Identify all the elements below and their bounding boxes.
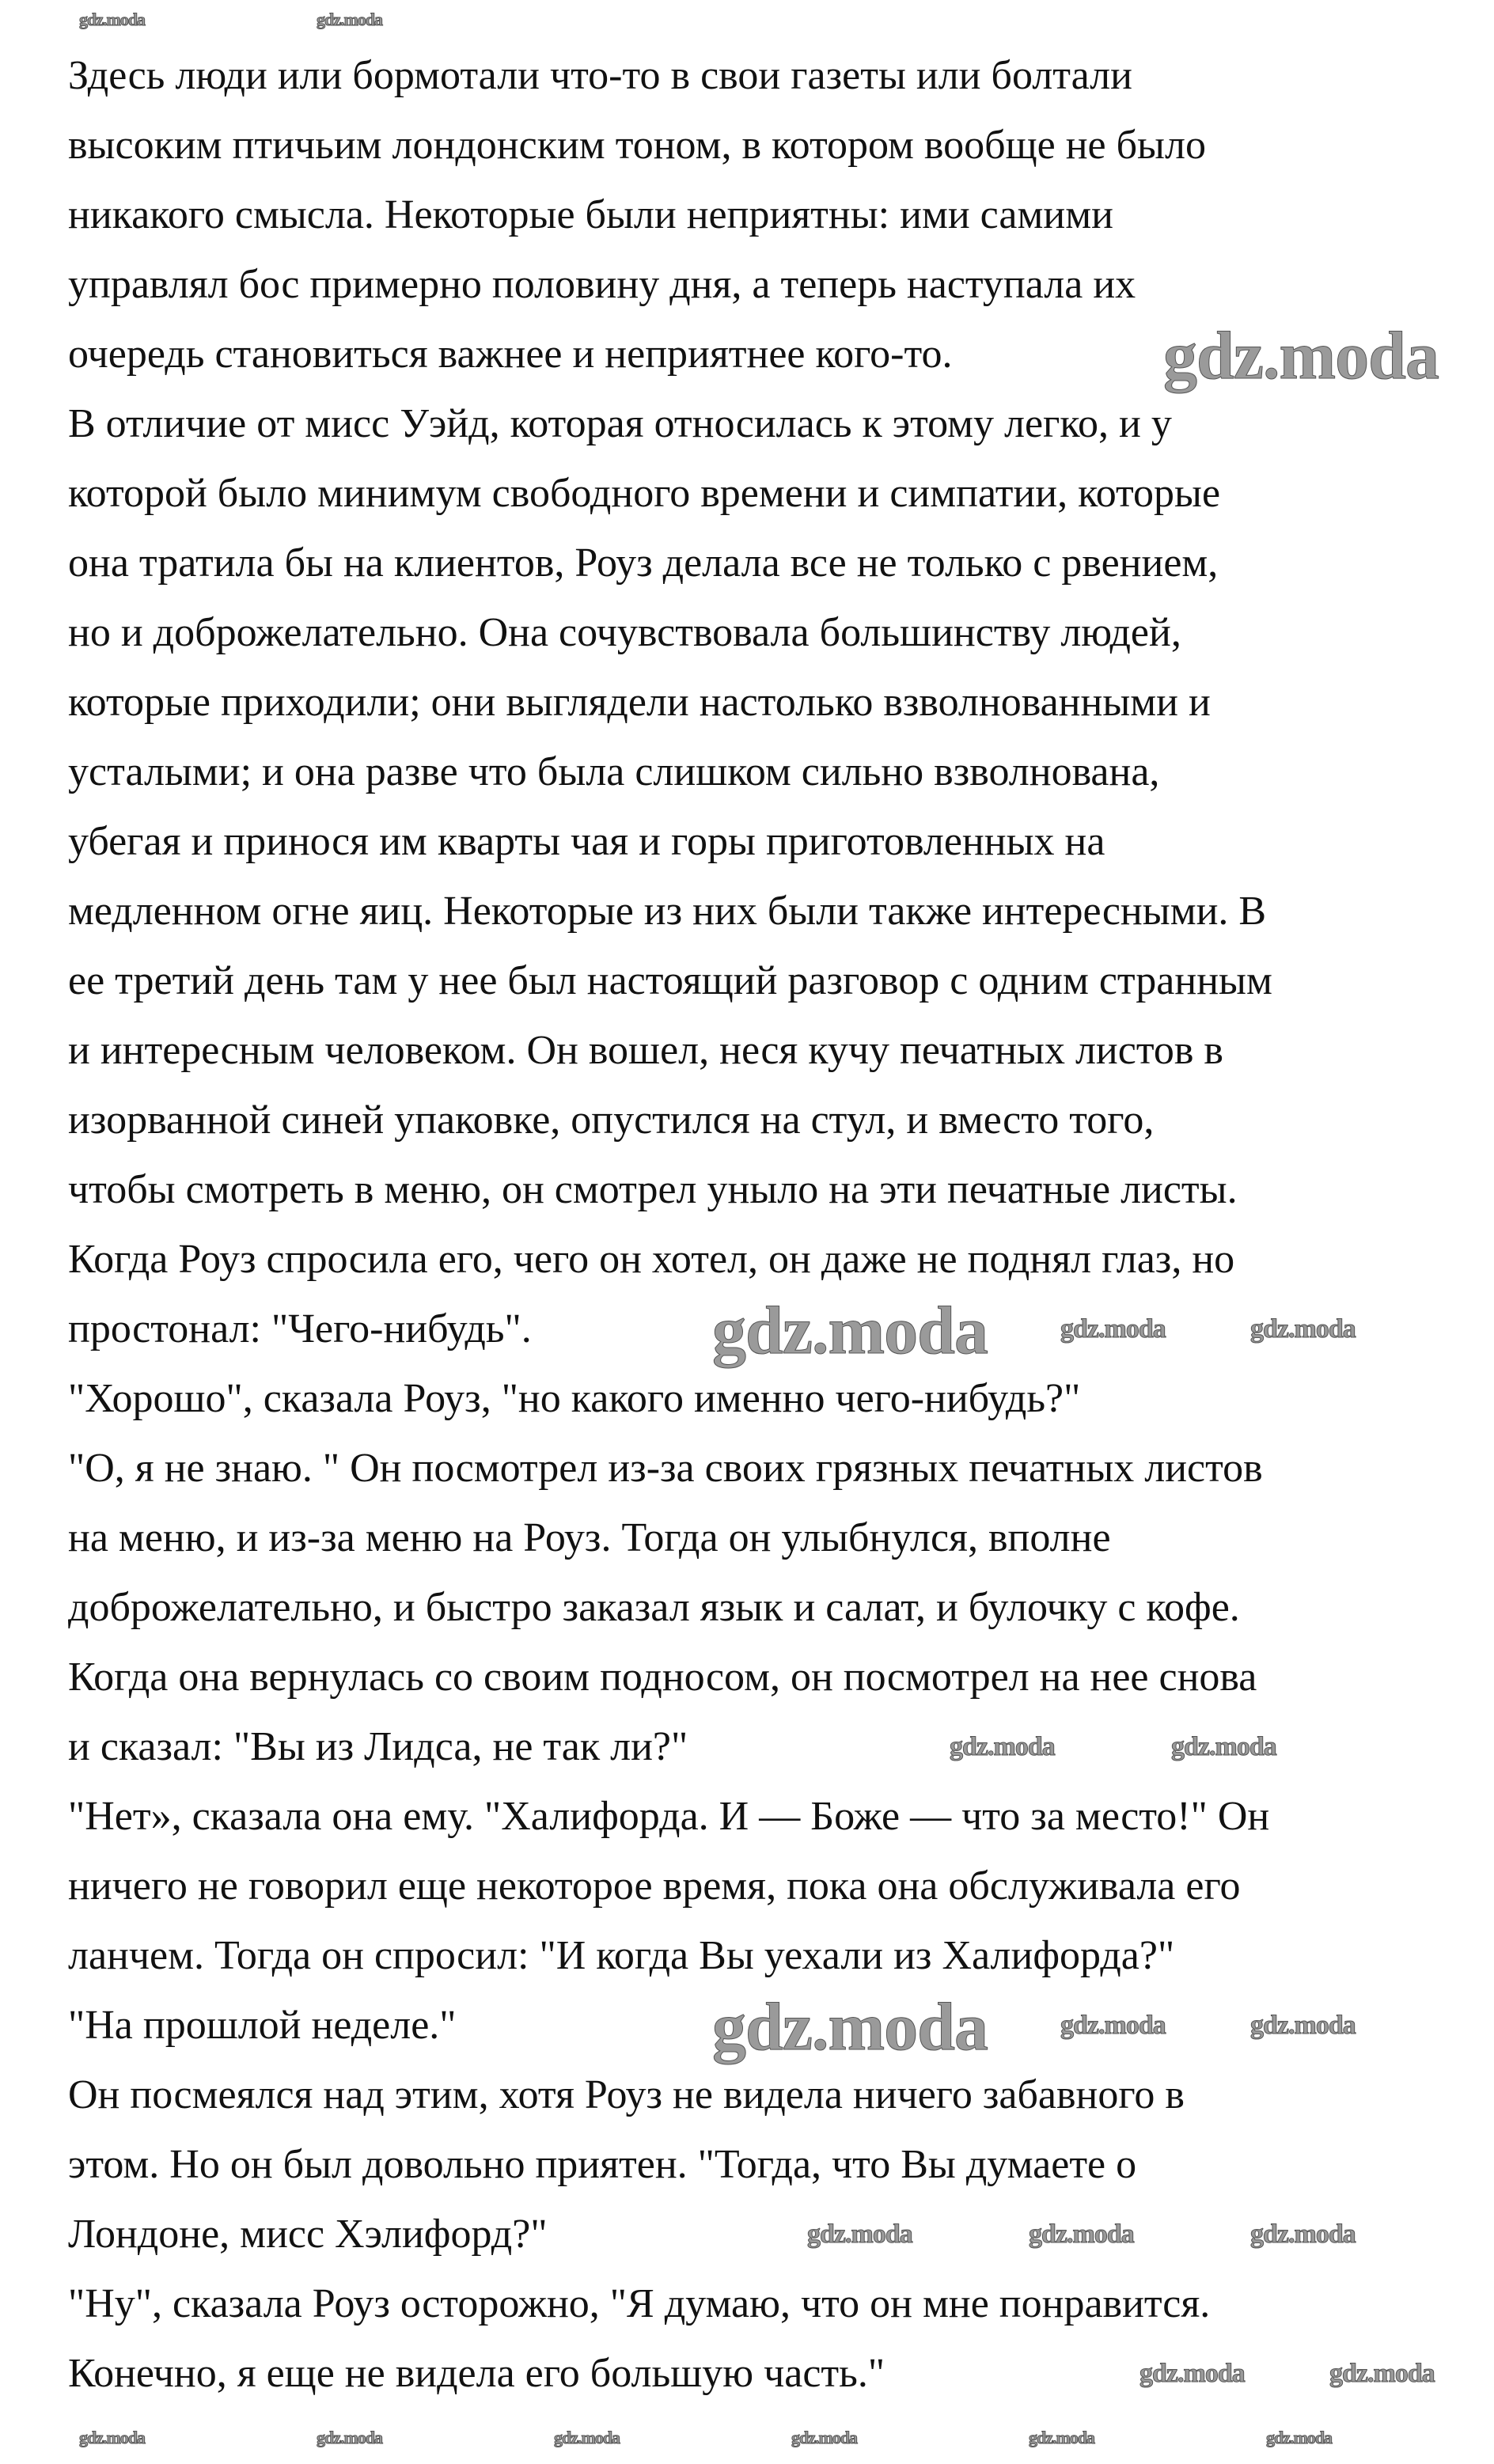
watermark: gdz.moda bbox=[79, 2428, 146, 2447]
text-line: Когда Роуз спросила его, чего он хотел, он даже не поднял глаз, но bbox=[68, 1237, 1235, 1282]
text-line: высоким птичьим лондонским тоном, в котором вообще не было bbox=[68, 123, 1206, 168]
text-line: ланчем. Тогда он спросил: "И когда Вы уехали из Халифорда?" bbox=[68, 1933, 1175, 1978]
watermark: gdz.moda bbox=[1029, 2428, 1095, 2447]
text-line: Конечно, я еще не видела его большую часть." bbox=[68, 2351, 885, 2396]
text-line: "На прошлой неделе." bbox=[68, 2003, 457, 2048]
watermark: gdz.moda bbox=[1163, 317, 1439, 393]
text-line: очередь становиться важнее и неприятнее кого-то. bbox=[68, 332, 953, 377]
text-line: "Нет», сказала она ему. "Халифорда. И — Боже — что за место!" Он bbox=[68, 1794, 1270, 1839]
text-line: этом. Но он был довольно приятен. "Тогда, что Вы думаете о bbox=[68, 2142, 1137, 2187]
text-line: но и доброжелательно. Она сочувствовала большинству людей, bbox=[68, 610, 1181, 655]
text-line: "Хорошо", сказала Роуз, "но какого именно чего-нибудь?" bbox=[68, 1376, 1081, 1421]
watermark: gdz.moda bbox=[1329, 2359, 1435, 2388]
watermark: gdz.moda bbox=[807, 2219, 912, 2249]
text-line: Здесь люди или бормотали что-то в свои газеты или болтали bbox=[68, 53, 1132, 98]
watermark: gdz.moda bbox=[1029, 2219, 1134, 2249]
text-line: Он посмеялся над этим, хотя Роуз не видела ничего забавного в bbox=[68, 2072, 1185, 2117]
watermark: gdz.moda bbox=[1250, 2219, 1356, 2249]
text-line: "Ну", сказала Роуз осторожно, "Я думаю, что он мне понравится. bbox=[68, 2281, 1211, 2326]
watermark: gdz.moda bbox=[1250, 1314, 1356, 1344]
watermark: gdz.moda bbox=[317, 9, 383, 29]
watermark: gdz.moda bbox=[712, 1292, 988, 1368]
text-line: убегая и принося им кварты чая и горы приготовленных на bbox=[68, 819, 1105, 864]
text-line: "О, я не знаю. " Он посмотрел из-за своих грязных печатных листов bbox=[68, 1446, 1263, 1491]
text-line: никакого смысла. Некоторые были неприятны: ими самими bbox=[68, 192, 1113, 237]
text-line: ее третий день там у нее был настоящий разговор с одним странным bbox=[68, 958, 1272, 1003]
text-line: простонал: "Чего-нибудь". bbox=[68, 1306, 532, 1351]
text-line: управлял бос примерно половину дня, а теперь наступала их bbox=[68, 262, 1136, 307]
text-line: В отличие от мисс Уэйд, которая относилась к этому легко, и у bbox=[68, 401, 1172, 446]
watermark: gdz.moda bbox=[317, 2428, 383, 2447]
text-line: она тратила бы на клиентов, Роуз делала все не только с рвением, bbox=[68, 540, 1219, 586]
watermark: gdz.moda bbox=[554, 2428, 620, 2447]
text-line: Лондоне, мисс Хэлифорд?" bbox=[68, 2212, 548, 2257]
watermark: gdz.moda bbox=[950, 1732, 1055, 1761]
watermark: gdz.moda bbox=[1250, 2011, 1356, 2040]
text-line: на меню, и из-за меню на Роуз. Тогда он улыбнулся, вполне bbox=[68, 1515, 1111, 1560]
text-line: доброжелательно, и быстро заказал язык и салат, и булочку с кофе. bbox=[68, 1585, 1240, 1630]
watermark: gdz.moda bbox=[1266, 2428, 1333, 2447]
text-line: и интересным человеком. Он вошел, неся кучу печатных листов в bbox=[68, 1028, 1223, 1073]
watermark: gdz.moda bbox=[79, 9, 146, 29]
text-line: и сказал: "Вы из Лидса, не так ли?" bbox=[68, 1724, 688, 1769]
watermark: gdz.moda bbox=[791, 2428, 858, 2447]
text-line: Когда она вернулась со своим подносом, он посмотрел на нее снова bbox=[68, 1655, 1257, 1700]
watermark: gdz.moda bbox=[1171, 1732, 1276, 1761]
text-line: медленном огне яиц. Некоторые из них были также интересными. В bbox=[68, 889, 1267, 934]
text-line: которой было минимум свободного времени и симпатии, которые bbox=[68, 471, 1221, 516]
text-line: которые приходили; они выглядели настолько взволнованными и bbox=[68, 680, 1211, 725]
text-line: ничего не говорил еще некоторое время, пока она обслуживала его bbox=[68, 1863, 1241, 1909]
watermark: gdz.moda bbox=[1139, 2359, 1245, 2388]
text-line: чтобы смотреть в меню, он смотрел уныло на эти печатные листы. bbox=[68, 1167, 1238, 1212]
text-line: усталыми; и она разве что была слишком сильно взволнована, bbox=[68, 749, 1160, 794]
watermark: gdz.moda bbox=[1060, 1314, 1166, 1344]
watermark: gdz.moda bbox=[1060, 2011, 1166, 2040]
text-line: изорванной синей упаковке, опустился на стул, и вместо того, bbox=[68, 1097, 1155, 1143]
watermark: gdz.moda bbox=[712, 1988, 988, 2064]
